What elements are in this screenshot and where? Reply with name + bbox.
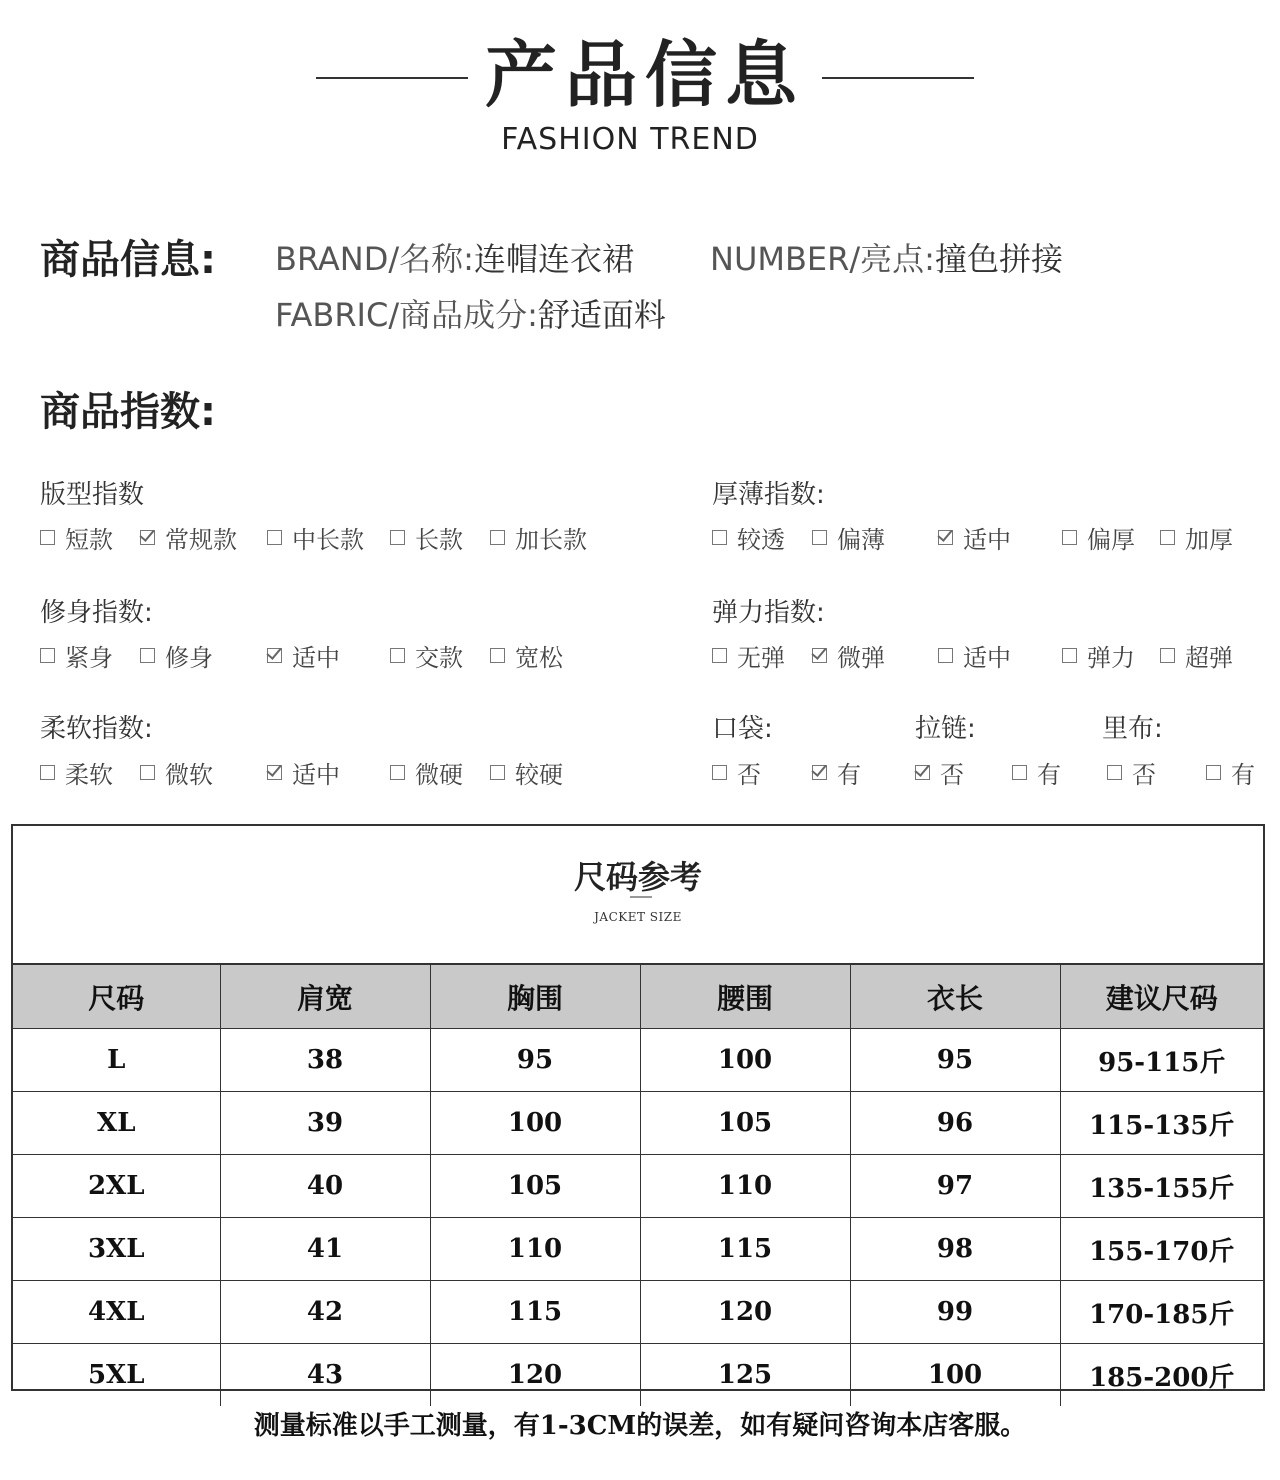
index-group-title: 厚薄指数: [712,480,825,510]
brand-row [275,234,634,280]
index-option[interactable] [140,638,213,673]
index-group-title: 版型指数 [40,480,145,510]
table-cell: 39 [220,1092,430,1155]
checkbox[interactable] [812,530,827,545]
index-group-title: 修身指数: [40,598,153,628]
table-cell: 97 [850,1155,1060,1218]
index-group-title: 拉链: [915,714,976,744]
table-cell: 38 [220,1029,430,1092]
table-cell: 100 [850,1344,1060,1407]
table-cell: 110 [640,1155,850,1218]
fabric-value: 舒适面料 [537,296,666,334]
checkbox[interactable] [1012,765,1027,780]
table-cell: L [13,1029,220,1092]
index-option[interactable] [267,520,364,555]
table-cell: 115-135斤 [1060,1092,1263,1155]
index-option[interactable] [490,520,587,555]
index-group-title: 弹力指数: [712,598,825,628]
table-cell: 95 [850,1029,1060,1092]
checkbox[interactable] [40,648,55,663]
index-option-label: 短款 [65,526,113,554]
col-header: 腰围 [640,965,850,1029]
header-line-left [316,77,468,79]
index-option-label: 紧身 [65,644,113,672]
table-cell: 170-185斤 [1060,1281,1263,1344]
table-cell: 185-200斤 [1060,1344,1263,1407]
number-value: 撞色拼接 [934,240,1063,278]
index-option-label: 修身 [165,644,213,672]
product-info-title: 商品信息: [40,237,216,283]
index-option-label: 较透 [737,526,785,554]
index-group-title: 柔软指数: [40,714,153,744]
index-option[interactable] [40,520,113,555]
table-cell: 115 [640,1218,850,1281]
index-option[interactable] [938,520,1011,555]
index-option-label: 微弹 [837,644,885,672]
index-option[interactable] [40,638,113,673]
fabric-row [275,290,666,336]
checkbox[interactable] [40,530,55,545]
index-option[interactable] [712,755,761,790]
index-option[interactable] [490,755,563,790]
index-option[interactable] [712,520,785,555]
size-table [11,824,1265,1391]
checkbox[interactable] [1160,648,1175,663]
checkbox[interactable] [390,648,405,663]
index-option-label: 偏薄 [837,526,885,554]
brand-value: 连帽连衣裙 [473,240,634,278]
index-option-label: 加长款 [515,526,587,554]
checkbox[interactable] [1160,530,1175,545]
index-option[interactable] [40,755,113,790]
checkbox[interactable] [140,648,155,663]
index-option[interactable] [1062,520,1135,555]
header-line-right [822,77,974,79]
indices-title: 商品指数: [40,389,216,435]
checkbox[interactable] [267,530,282,545]
table-cell: 105 [430,1155,640,1218]
checkbox[interactable] [490,765,505,780]
table-cell: 96 [850,1092,1060,1155]
index-option[interactable] [1062,638,1135,673]
size-grid-body [13,1029,1263,1407]
checkbox[interactable] [1062,530,1077,545]
table-cell: 135-155斤 [1060,1155,1263,1218]
size-table-divider [630,896,652,898]
index-option[interactable] [140,755,213,790]
page-title: 产品信息 [484,33,805,117]
table-row [13,1218,1263,1281]
index-option[interactable] [1206,755,1255,790]
size-table-title: 尺码参考 [573,858,702,896]
table-cell: 3XL [13,1218,220,1281]
index-option-label: 长款 [415,526,463,554]
col-header: 肩宽 [220,965,430,1029]
index-option-label: 适中 [963,644,1011,672]
index-option-label: 中长款 [292,526,364,554]
index-option[interactable] [1160,520,1233,555]
fabric-label: FABRIC/商品成分: [275,296,538,334]
col-header: 胸围 [430,965,640,1029]
checkbox[interactable] [938,648,953,663]
table-cell: 105 [640,1092,850,1155]
index-option[interactable] [390,520,463,555]
brand-label: BRAND/名称: [275,240,474,278]
table-cell: 100 [430,1092,640,1155]
index-option[interactable] [390,638,463,673]
index-group-title: 口袋: [712,714,773,744]
index-option[interactable] [938,638,1011,673]
index-option-label: 无弹 [737,644,785,672]
checked-checkbox[interactable] [938,530,953,545]
checkbox[interactable] [1107,765,1122,780]
index-option-label: 超弹 [1185,644,1233,672]
index-option[interactable] [267,638,340,673]
table-cell: 5XL [13,1344,220,1407]
checkbox[interactable] [390,765,405,780]
index-option-label: 柔软 [65,761,113,789]
size-table-subtitle: JACKET SIZE [594,910,682,924]
table-cell: 4XL [13,1281,220,1344]
index-option-label: 有 [1231,761,1255,789]
index-group-title: 里布: [1102,714,1163,744]
checked-checkbox[interactable] [140,530,155,545]
checkbox[interactable] [40,765,55,780]
checkbox[interactable] [1062,648,1077,663]
index-option[interactable] [1107,755,1156,790]
index-option[interactable] [140,520,237,555]
table-cell: 120 [430,1344,640,1407]
index-option-label: 偏厚 [1087,526,1135,554]
index-option-label: 常规款 [165,526,237,554]
index-option-label: 弹力 [1087,644,1135,672]
table-cell: 2XL [13,1155,220,1218]
index-option-label: 加厚 [1185,526,1233,554]
checked-checkbox[interactable] [267,648,282,663]
table-cell: 95-115斤 [1060,1029,1263,1092]
index-option-label: 否 [940,761,964,789]
index-option-label: 适中 [292,644,340,672]
col-header: 尺码 [13,965,220,1029]
table-row [13,1281,1263,1344]
size-table-header [13,826,1263,965]
table-cell: XL [13,1092,220,1155]
col-header: 建议尺码 [1060,965,1263,1029]
index-option[interactable] [915,755,964,790]
table-cell: 40 [220,1155,430,1218]
index-option[interactable] [390,755,463,790]
index-option[interactable] [812,755,861,790]
table-cell: 110 [430,1218,640,1281]
table-row [13,1092,1263,1155]
number-label: NUMBER/亮点: [710,240,935,278]
checked-checkbox[interactable] [812,765,827,780]
table-row [13,1029,1263,1092]
size-grid [13,965,1263,1406]
checkbox[interactable] [1206,765,1221,780]
index-option[interactable] [712,638,785,673]
index-option-label: 宽松 [515,644,563,672]
checkbox[interactable] [712,765,727,780]
index-option[interactable] [812,638,885,673]
table-cell: 43 [220,1344,430,1407]
table-cell: 95 [430,1029,640,1092]
index-option[interactable] [267,755,340,790]
table-cell: 42 [220,1281,430,1344]
index-option-label: 有 [837,761,861,789]
checkbox[interactable] [490,530,505,545]
table-cell: 41 [220,1218,430,1281]
index-option[interactable] [1012,755,1061,790]
table-cell: 100 [640,1029,850,1092]
index-option-label: 有 [1037,761,1061,789]
index-option-label: 否 [1132,761,1156,789]
index-option-label: 微软 [165,761,213,789]
index-option-label: 微硬 [415,761,463,789]
index-option-label: 较硬 [515,761,563,789]
table-cell: 99 [850,1281,1060,1344]
checkbox[interactable] [712,648,727,663]
checked-checkbox[interactable] [267,765,282,780]
index-option[interactable] [490,638,563,673]
page-subtitle: FASHION TREND [501,122,759,157]
index-option-label: 交款 [415,644,463,672]
table-cell: 120 [640,1281,850,1344]
checkbox[interactable] [390,530,405,545]
table-cell: 125 [640,1344,850,1407]
number-row [710,234,1063,280]
col-header: 衣长 [850,965,1060,1029]
checkbox[interactable] [712,530,727,545]
table-row [13,1344,1263,1407]
size-grid-head-row [13,965,1263,1029]
checkbox[interactable] [140,765,155,780]
table-row [13,1155,1263,1218]
checked-checkbox[interactable] [915,765,930,780]
measurement-note: 测量标准以手工测量，有1-3CM的误差，如有疑问咨询本店客服。 [253,1411,1027,1441]
index-option-label: 否 [737,761,761,789]
index-option[interactable] [1160,638,1233,673]
checkbox[interactable] [490,648,505,663]
index-option[interactable] [812,520,885,555]
table-cell: 155-170斤 [1060,1218,1263,1281]
table-cell: 115 [430,1281,640,1344]
index-option-label: 适中 [292,761,340,789]
index-option-label: 适中 [963,526,1011,554]
checked-checkbox[interactable] [812,648,827,663]
table-cell: 98 [850,1218,1060,1281]
